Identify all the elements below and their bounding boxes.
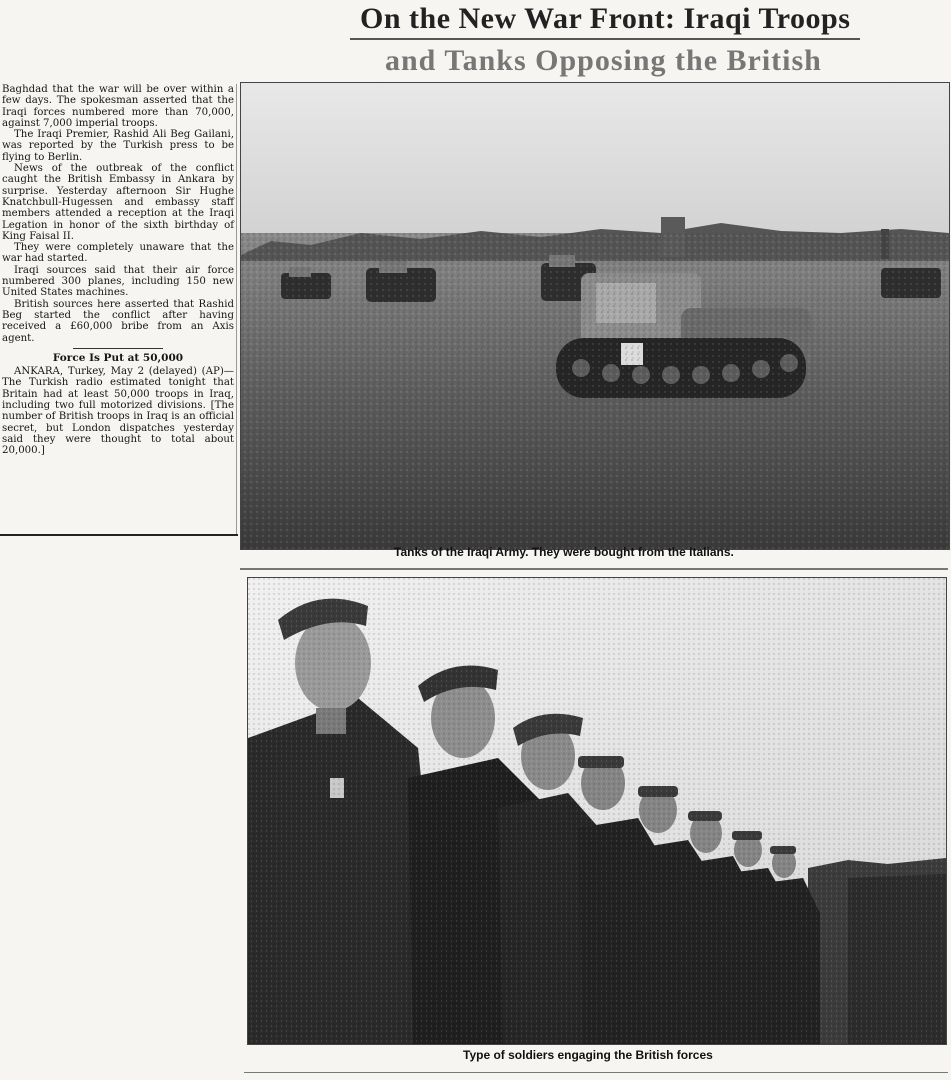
article-subhead: Force Is Put at 50,000 [52,351,184,364]
soldiers-photo-caption: Type of soldiers engaging the British forces [463,1048,713,1062]
soldiers-photo-image [248,578,946,1044]
section-divider [73,348,163,349]
article-paragraph: Iraqi sources said that their air force numbered 300 planes, including 150 new United States machines. [2,264,234,299]
column-rule [236,84,237,536]
article-end-rule [0,534,238,536]
article-paragraph: News of the outbreak of the conflict caught the British Embassy in Ankara by surprise. Yesterday afternoon Sir Hughe Knatchbull-Hugessen and embassy staff members attended a reception at the Iraqi Legation in honor of the sixth birthday of King Faisal II. [2,163,234,242]
article-paragraph: They were completely unaware that the war had started. [2,242,234,265]
tanks-photo-caption: Tanks of the Iraqi Army. They were bought from the Italians. [394,545,734,559]
article-column [2,84,234,457]
article-paragraph: Baghdad that the war will be over within a few days. The spokesman asserted that the Iraqi forces numbered more than 70,000, against 7,000 imperial troops. [2,84,234,129]
headline-rule [350,38,860,40]
dispatch-paragraph: ANKARA, Turkey, May 2 (delayed) (AP)—The Turkish radio estimated tonight that Britain had at least 50,000 troops in Iraq, including two full motorized divisions. [The number of British troops in Iraq is an official secret, but London dispatches yesterday said they were thought to total about 20,000.] [2,366,234,457]
photo-separator [240,568,948,570]
headline-line-1: On the New War Front: Iraqi Troops [360,2,851,35]
article-paragraph: The Iraqi Premier, Rashid Ali Beg Gailani, was reported by the Turkish press to be flying to Berlin. [2,129,234,163]
article-paragraph: British sources here asserted that Rashid Beg started the conflict after having received a £60,000 bribe from an Axis agent. [2,298,234,344]
tanks-photo [240,82,950,550]
tanks-photo-image [241,83,949,549]
headline-line-2: and Tanks Opposing the British [385,44,822,77]
bottom-rule [244,1072,948,1073]
soldiers-photo [247,577,947,1045]
